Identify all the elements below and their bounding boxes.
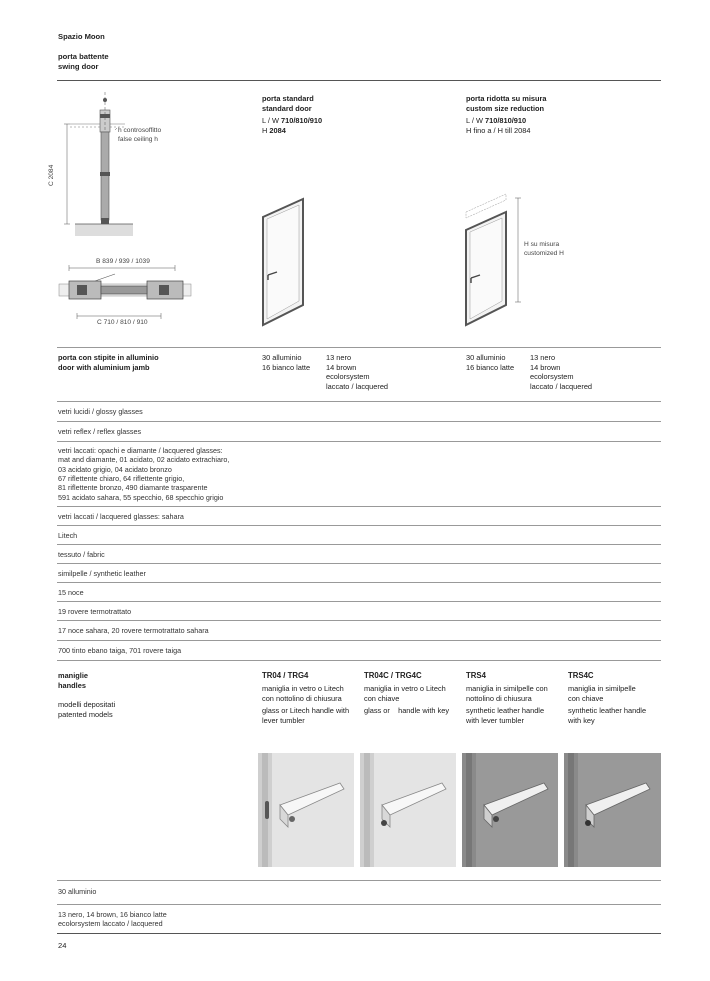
handle-desc-en: lever tumbler bbox=[262, 716, 305, 725]
handle-desc-en: glass or Litech handle with bbox=[262, 706, 350, 716]
finish-rule bbox=[57, 601, 661, 602]
handles-label bbox=[58, 671, 88, 690]
handle-photo-tr04 bbox=[258, 753, 354, 867]
finish-rule bbox=[57, 582, 661, 583]
bottom-row-line: 13 nero, 14 brown, 16 bianco latte bbox=[58, 910, 167, 919]
width-c-dimension: C 710 / 810 / 910 bbox=[97, 319, 148, 326]
custom-door-width: L / W 710/810/910 bbox=[466, 116, 527, 126]
brand-title: Spazio Moon bbox=[58, 32, 105, 41]
page-number: 24 bbox=[58, 941, 67, 950]
custom-height-label-en: customized H bbox=[524, 249, 564, 257]
handle-item bbox=[466, 671, 548, 726]
finish-row: 700 tinto ebano taiga, 701 rovere taiga bbox=[58, 646, 182, 655]
standard-door-drawing bbox=[255, 195, 315, 330]
jamb-finish: 14 brown bbox=[530, 362, 561, 372]
leather-lever-handle-icon bbox=[462, 753, 558, 867]
jamb-label-it: porta con stipite in alluminio bbox=[58, 353, 159, 362]
jamb-label bbox=[58, 353, 159, 372]
custom-height-label bbox=[524, 241, 564, 258]
jamb-finish: 30 alluminio bbox=[262, 353, 302, 362]
handle-desc-it: maniglia in similpelle con bbox=[466, 684, 548, 694]
finish-row: similpelle / synthetic leather bbox=[58, 569, 146, 578]
door-type-en: swing door bbox=[58, 61, 99, 71]
finish-rule bbox=[57, 563, 661, 564]
handle-code: TRS4C bbox=[568, 671, 594, 680]
door-type-it: porta battente bbox=[58, 52, 109, 61]
ceiling-label-it: h controsoffitto bbox=[118, 127, 162, 134]
custom-height-label-it: H su misura bbox=[524, 241, 560, 248]
leather-key-handle-icon bbox=[564, 753, 661, 867]
finish-row: 19 rovere termotrattato bbox=[58, 607, 132, 616]
bottom-row-line: ecolorsystem laccato / lacquered bbox=[58, 919, 163, 929]
handle-desc-en: synthetic leather handle bbox=[466, 706, 545, 716]
finish-row-line: 67 riflettente chiaro, 64 riflettente grigio, bbox=[58, 474, 185, 484]
finish-row: Litech bbox=[58, 531, 78, 540]
custom-door-title-en: custom size reduction bbox=[466, 103, 545, 113]
jamb-finish: 13 nero bbox=[530, 353, 556, 362]
jamb-label-en: door with aluminium jamb bbox=[58, 362, 150, 372]
handle-code: TRS4 bbox=[466, 671, 486, 680]
jamb-finish: 13 nero bbox=[326, 353, 352, 362]
handle-desc-en: synthetic leather handle bbox=[568, 706, 647, 716]
custom-door-info bbox=[466, 94, 547, 136]
finish-row-line: 591 acidato sahara, 55 specchio, 68 specchio grigio bbox=[58, 492, 224, 502]
standard-door-width: L / W 710/810/910 bbox=[262, 116, 323, 126]
finish-row-line: mat and diamante, 01 acidato, 02 acidato extrachiaro, bbox=[58, 455, 230, 465]
custom-door-drawing bbox=[458, 190, 528, 330]
finish-rule bbox=[57, 525, 661, 526]
finish-row: tessuto / fabric bbox=[58, 550, 105, 559]
handle-desc-it: con chiave bbox=[568, 693, 604, 703]
handle-code: TR04 / TRG4 bbox=[262, 671, 309, 680]
header-rule bbox=[57, 80, 661, 81]
bottom-rule bbox=[57, 904, 661, 905]
lever-handle-icon bbox=[258, 753, 354, 867]
handles-label-en: handles bbox=[58, 680, 86, 690]
handle-code: TR04C / TRG4C bbox=[364, 671, 422, 680]
jamb-finish: laccato / lacquered bbox=[326, 381, 389, 391]
patent-label bbox=[58, 700, 115, 719]
finish-row-line: 81 riflettente bronzo, 490 diamante trasparente bbox=[58, 483, 208, 493]
handle-desc-it: nottolino di chiusura bbox=[466, 693, 532, 703]
footer-rule bbox=[57, 933, 661, 934]
finish-rule bbox=[57, 544, 661, 545]
finish-rule bbox=[57, 506, 661, 507]
handle-desc-it: con chiave bbox=[364, 693, 400, 703]
handle-photo-trs4 bbox=[462, 753, 558, 867]
handle-item bbox=[262, 671, 349, 726]
finish-rule bbox=[57, 640, 661, 641]
finish-row: 15 noce bbox=[58, 588, 84, 597]
technical-drawing bbox=[55, 88, 215, 338]
handle-desc-en: glass or handle with key bbox=[364, 706, 450, 716]
finish-row-multiline bbox=[58, 446, 229, 502]
standard-door-title-en: standard door bbox=[262, 103, 312, 113]
handle-item bbox=[568, 671, 646, 726]
finish-row: vetri lucidi / glossy glasses bbox=[58, 407, 143, 416]
handle-item bbox=[364, 671, 449, 716]
finish-row: 17 noce sahara, 20 rovere termotrattato sahara bbox=[58, 626, 209, 635]
key-handle-icon bbox=[360, 753, 456, 867]
door-type bbox=[58, 52, 109, 72]
finish-rule bbox=[57, 660, 661, 661]
patent-label-en: patented models bbox=[58, 709, 113, 719]
ceiling-label bbox=[118, 127, 161, 144]
standard-door-height: H 2084 bbox=[262, 125, 286, 135]
jamb-rule bbox=[57, 347, 661, 348]
handle-desc-it: maniglia in similpelle bbox=[568, 684, 636, 694]
jamb-finish: laccato / lacquered bbox=[530, 381, 593, 391]
bottom-row: 30 alluminio bbox=[58, 887, 97, 896]
ceiling-label-en: false ceiling h bbox=[118, 135, 158, 143]
finish-rule bbox=[57, 441, 661, 442]
finish-row: vetri reflex / reflex glasses bbox=[58, 427, 142, 436]
handle-desc-it: maniglia in vetro o Litech bbox=[364, 684, 446, 694]
finish-rule bbox=[57, 421, 661, 422]
handle-desc-it: maniglia in vetro o Litech bbox=[262, 684, 344, 694]
bottom-row-multiline bbox=[58, 910, 167, 929]
jamb-finish: ecolorsystem bbox=[530, 372, 574, 382]
jamb-finish: 16 bianco latte bbox=[262, 362, 311, 372]
jamb-custom-col1 bbox=[466, 353, 514, 372]
patent-label-it: modelli depositati bbox=[58, 700, 116, 709]
custom-door-height: H fino a / H till 2084 bbox=[466, 125, 531, 135]
jamb-standard-col1 bbox=[262, 353, 310, 372]
jamb-custom-col2 bbox=[530, 353, 592, 392]
finish-row: vetri laccati / lacquered glasses: sahara bbox=[58, 512, 184, 521]
handle-desc-en: with key bbox=[568, 716, 595, 725]
height-dimension: C 2084 bbox=[48, 164, 55, 186]
jamb-finish: ecolorsystem bbox=[326, 372, 370, 382]
handle-photo-trs4c bbox=[564, 753, 661, 867]
handle-photo-tr04c bbox=[360, 753, 456, 867]
handle-desc-en: with lever tumbler bbox=[466, 716, 524, 725]
finish-row-line: 03 acidato grigio, 04 acidato bronzo bbox=[58, 464, 172, 474]
finish-rule bbox=[57, 620, 661, 621]
handles-label-it: maniglie bbox=[58, 671, 88, 680]
jamb-finish: 14 brown bbox=[326, 362, 357, 372]
jamb-finish: 16 bianco latte bbox=[466, 362, 515, 372]
standard-door-info bbox=[262, 94, 322, 136]
finish-rule bbox=[57, 401, 661, 402]
width-b-dimension: B 839 / 939 / 1039 bbox=[96, 258, 150, 265]
standard-door-title-it: porta standard bbox=[262, 94, 314, 103]
handle-desc-it: con nottolino di chiusura bbox=[262, 693, 342, 703]
finish-row-line: vetri laccati: opachi e diamante / lacquered glasses: bbox=[58, 446, 223, 455]
bottom-rule bbox=[57, 880, 661, 881]
custom-door-title-it: porta ridotta su misura bbox=[466, 94, 547, 103]
jamb-finish: 30 alluminio bbox=[466, 353, 506, 362]
jamb-standard-col2 bbox=[326, 353, 388, 392]
